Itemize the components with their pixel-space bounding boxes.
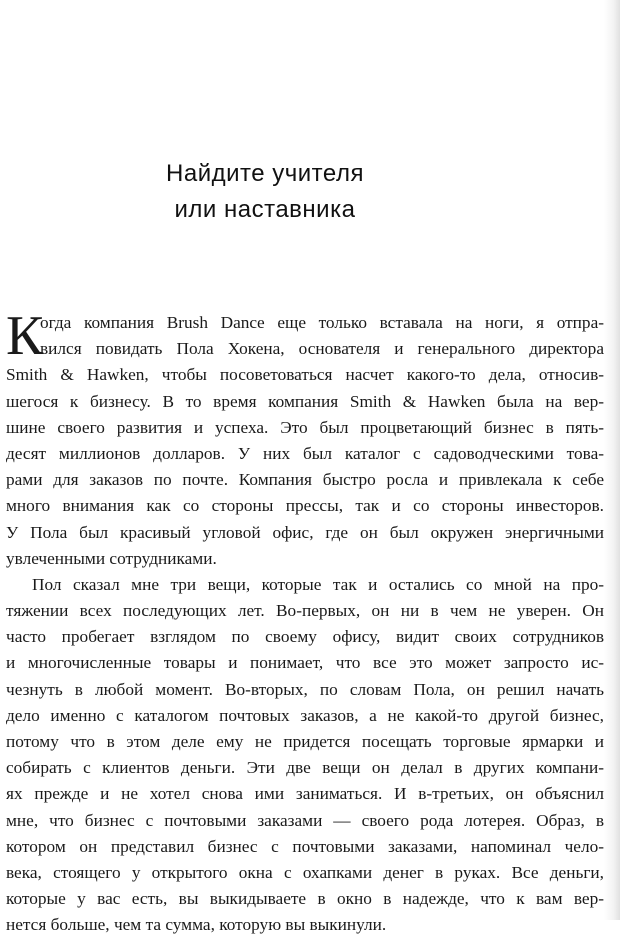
chapter-title — [0, 156, 530, 228]
text-line: Пол сказал мне три вещи, которые так и остались со мной на про- — [32, 574, 604, 594]
text-line: Smith & Hawken, чтобы посоветоваться насчет какого-то дела, относив- — [6, 365, 604, 385]
text-line: часто пробегает взглядом по своему офису, видит своих сотрудников — [6, 627, 604, 647]
text-line: огда компания Brush Dance еще только вставала на ноги, я отпра- — [40, 313, 604, 332]
text-line: нется больше, чем та сумма, которую вы выкинули. — [6, 915, 387, 935]
text-line: тяжении всех последующих лет. Во-первых, он ни в чем не уверен. Он — [6, 601, 604, 621]
text-line: шине своего развития и успеха. Это был процветающий бизнес в пять- — [6, 417, 604, 437]
body-text — [6, 305, 604, 939]
text-line: десят миллионов долларов. У них был каталог с садоводческими това- — [6, 443, 604, 463]
paragraph-2 — [6, 572, 604, 939]
text-line: увлеченными сотрудниками. — [6, 548, 217, 568]
paragraph-1 — [6, 305, 604, 572]
text-line: дело именно с каталогом почтовых заказов, а не какой-то другой бизнес, — [6, 705, 604, 725]
drop-cap-lines — [6, 305, 604, 367]
text-line: ях прежде и не хотел снова ими заниматься. И в-третьих, он объяснил — [6, 784, 604, 804]
text-line: потому что в этом деле ему не придется посещать торговые ярмарки и — [6, 732, 604, 751]
chapter-title-line-1: Найдите учителя — [166, 160, 364, 187]
text-line: У Пола был красивый угловой офис, где он был окружен энергичными — [6, 522, 604, 542]
text-line: мне, что бизнес с почтовыми заказами — своего рода лотерея. Образ, в — [6, 810, 604, 830]
text-line: котором он представил бизнес с почтовыми заказами, напоминал чело- — [6, 836, 604, 856]
text-line: вился повидать Пола Хокена, основателя и генерального директора — [40, 339, 604, 359]
text-line: рами для заказов по почте. Компания быстро росла и привлекала к себе — [6, 470, 604, 490]
text-line: много внимания как со стороны прессы, так и со стороны инвесторов. — [6, 496, 604, 516]
text-line: и многочисленные товары и понимает, что все это может запросто ис- — [6, 653, 604, 673]
text-line: века, стоящего у открытого окна с охапками денег в руках. Все деньги, — [6, 862, 604, 882]
chapter-title-line-2: или наставника — [174, 196, 356, 223]
drop-cap: К — [6, 305, 44, 367]
text-line: чезнуть в любой момент. Во-вторых, по словам Пола, он решил начать — [6, 679, 604, 699]
text-line: которые у вас есть, вы выкидываете в окно в надежде, что к вам вер- — [6, 889, 604, 909]
text-line: шегося к бизнесу. В то время компания Smith & Hawken была на вер- — [6, 391, 604, 411]
page-edge-shadow — [604, 0, 620, 920]
text-line: собирать с клиентов деньги. Эти две вещи он делал в других компани- — [6, 758, 604, 778]
